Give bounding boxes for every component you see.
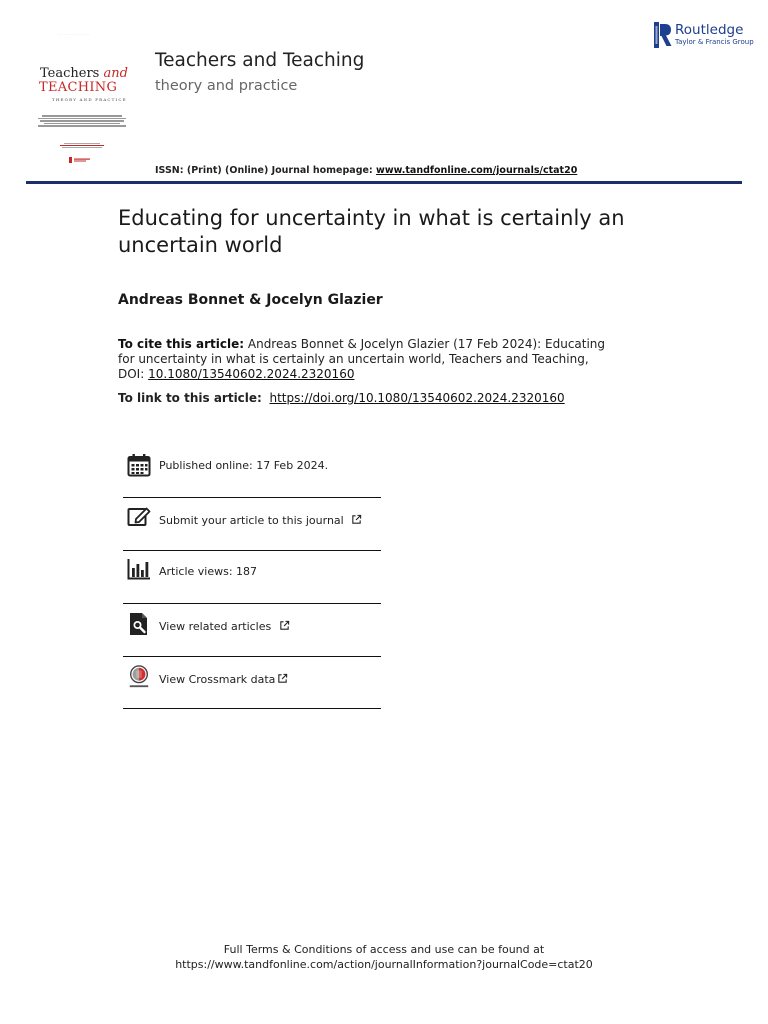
calendar-icon bbox=[127, 453, 151, 477]
routledge-r-icon bbox=[654, 22, 672, 48]
terms-url[interactable]: https://www.tandfonline.com/action/journalInformation?journalCode=ctat20 bbox=[175, 958, 593, 971]
cover-bottom-text: · · · · · bbox=[74, 167, 83, 171]
cite-doi-link[interactable]: 10.1080/13540602.2024.2320160 bbox=[148, 367, 355, 381]
cover-title-theory: THEORY AND PRACTICE bbox=[52, 97, 127, 102]
publisher-group: Taylor & Francis Group bbox=[675, 38, 754, 46]
info-divider bbox=[123, 656, 381, 657]
link-label: To link to this article: bbox=[118, 391, 262, 405]
publisher-name: Routledge bbox=[675, 22, 744, 38]
link-block bbox=[118, 391, 678, 406]
journal-cover-image bbox=[30, 28, 134, 174]
external-link-icon bbox=[279, 620, 290, 631]
bar-chart-icon bbox=[127, 557, 151, 581]
article-title: Educating for uncertainty in what is certainly an uncertain world bbox=[118, 206, 625, 257]
terms-footer bbox=[0, 942, 768, 972]
submit-article-link[interactable]: Submit your article to this journal bbox=[159, 514, 362, 527]
article-views-text: Article views: 187 bbox=[159, 565, 258, 578]
journal-title: Teachers and Teaching bbox=[155, 50, 365, 71]
article-views-row bbox=[123, 552, 381, 604]
document-search-icon bbox=[127, 612, 151, 636]
info-divider bbox=[123, 550, 381, 551]
info-divider bbox=[123, 497, 381, 498]
journal-subtitle: theory and practice bbox=[155, 78, 298, 94]
cover-publisher-logo bbox=[69, 157, 91, 164]
issn-line bbox=[155, 165, 577, 176]
cover-top-text: · · · · · · · · · · · · · · · · · bbox=[58, 32, 90, 36]
cover-title-teachers: Teachers and bbox=[40, 66, 128, 81]
edit-icon bbox=[127, 505, 151, 529]
crossmark-link[interactable]: View Crossmark data bbox=[159, 673, 288, 686]
related-articles-link[interactable]: View related articles bbox=[159, 620, 290, 633]
published-online-text: Published online: 17 Feb 2024. bbox=[159, 459, 329, 472]
cover-title-teaching: TEACHING bbox=[39, 80, 118, 95]
published-online-row bbox=[123, 444, 381, 496]
related-articles-row[interactable] bbox=[123, 605, 381, 657]
cite-block bbox=[118, 337, 608, 382]
cover-special-issue-text bbox=[38, 114, 126, 128]
cite-text: Andreas Bonnet & Jocelyn Glazier (17 Feb 2024): Educating for uncertainty in what is certainly an uncertain world, Teachers and Teaching, DOI: bbox=[118, 337, 606, 381]
crossmark-row[interactable] bbox=[123, 658, 381, 710]
article-doi-link[interactable]: https://doi.org/10.1080/13540602.2024.2320160 bbox=[269, 391, 565, 405]
issn-label: ISSN: (Print) (Online) Journal homepage: bbox=[155, 165, 373, 176]
article-authors: Andreas Bonnet & Jocelyn Glazier bbox=[118, 292, 383, 308]
journal-homepage-link[interactable]: www.tandfonline.com/journals/ctat20 bbox=[376, 165, 578, 176]
header-divider bbox=[26, 181, 742, 184]
external-link-icon bbox=[351, 514, 362, 525]
crossmark-icon bbox=[127, 665, 151, 689]
cover-association-text bbox=[38, 142, 126, 149]
info-divider bbox=[123, 708, 381, 709]
terms-text: Full Terms & Conditions of access and use can be found at bbox=[223, 943, 545, 956]
cite-label: To cite this article: bbox=[118, 337, 245, 351]
submit-article-row[interactable] bbox=[123, 499, 381, 551]
external-link-icon bbox=[277, 673, 288, 684]
info-divider bbox=[123, 603, 381, 604]
